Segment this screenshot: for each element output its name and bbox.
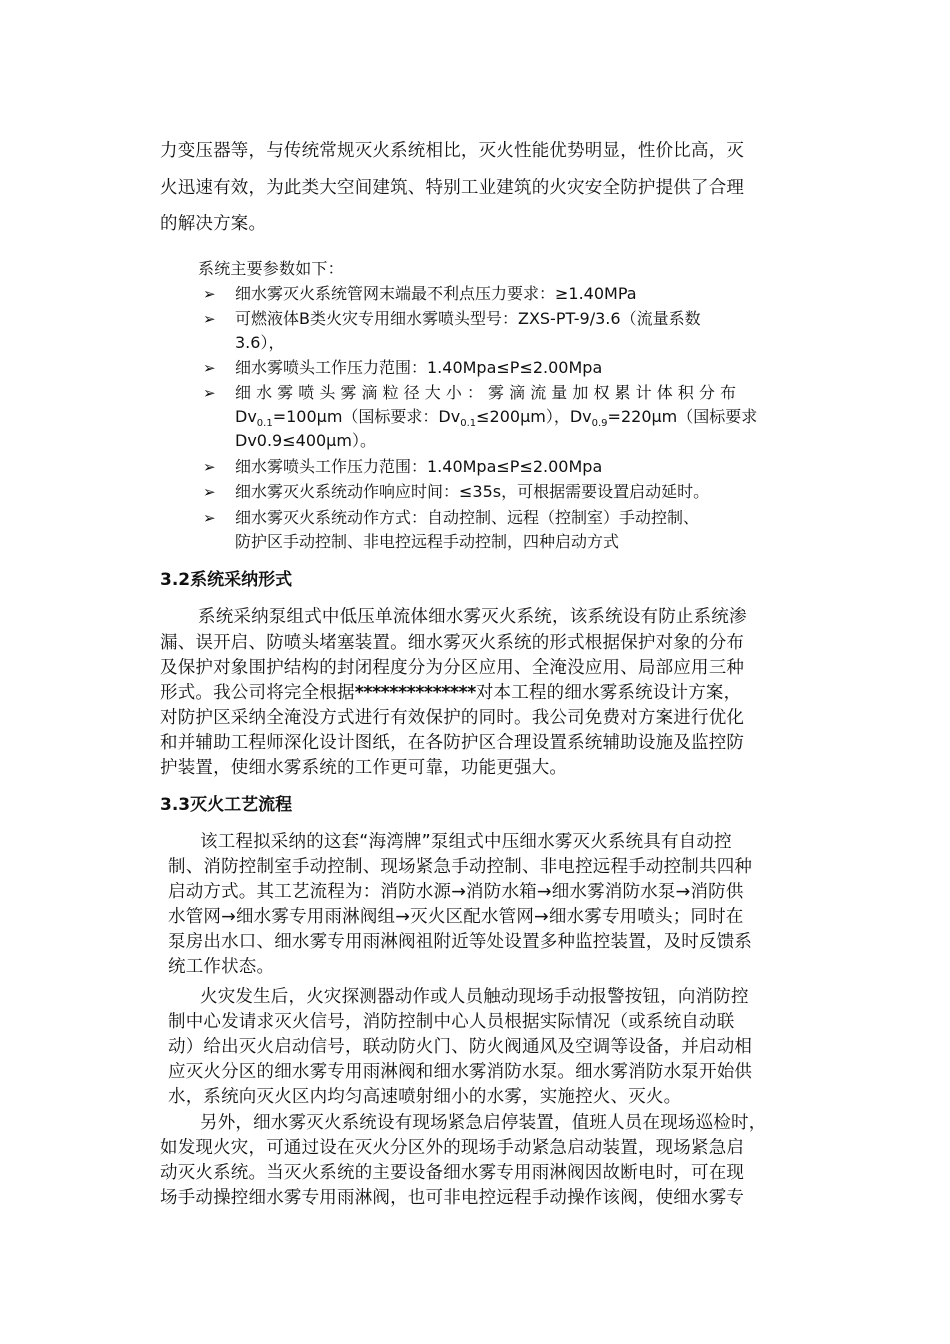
s33-p1-line: 启动方式。其工艺流程为：消防水源→消防水箱→细水雾消防水泵→消防供 [168, 882, 744, 902]
s33-p2-line: 水，系统向灭火区内均匀高速喷射细小的水雾，实施控火、灭火。 [168, 1087, 682, 1107]
param-item-7-cont: 防护区手动控制、非电控远程手动控制，四种启动方式 [235, 532, 620, 551]
s32-line-6: 和并辅助工程师深化设计图纸，在各防护区合理设置系统辅助设施及监控防 [160, 733, 745, 753]
s33-p2-line: 制中心发请求灭火信号，消防控制中心人员根据实际情况（或系统自动联 [168, 1012, 735, 1032]
bullet-icon: ➢ [203, 483, 216, 501]
s32-line-4: 形式。我公司将完全根据**************对本工程的细水雾系统设计方案， [160, 683, 742, 703]
s33-p1-line: 制、消防控制室手动控制、现场紧急手动控制、非电控远程手动控制共四种 [168, 857, 753, 877]
s33-p1-line: 统工作状态。 [168, 957, 275, 977]
bullet-icon: ➢ [203, 310, 216, 328]
bullet-icon: ➢ [203, 458, 216, 476]
bullet-icon: ➢ [203, 509, 216, 527]
param-item-2-cont: 3.6）， [235, 333, 285, 352]
param-item-5: 细水雾喷头工作压力范围：1.40Mpa≤P≤2.00Mpa [235, 457, 603, 476]
section-3-2-title: 3.2系统采纳形式 [160, 570, 293, 590]
s32-line-7: 护装置，使细水雾系统的工作更可靠，功能更强大。 [160, 758, 568, 778]
param-item-4-cont: $Dv_{0.1}=100\mu m$（国标要求：$Dv_{0.1}\le 200\mu m$），$Dv_{0.9}=220\mu m$（国标要求 [235, 407, 758, 430]
s33-p2-line: 应灭火分区的细水雾专用雨淋阀和细水雾消防水泵。细水雾消防水泵开始供 [168, 1062, 753, 1082]
param-item-4-cont2: Dv0.9≤400μm）。 [235, 431, 376, 450]
param-item-3: 细水雾喷头工作压力范围：1.40Mpa≤P≤2.00Mpa [235, 358, 603, 377]
section-3-3-title: 3.3灭火工艺流程 [160, 795, 293, 815]
s32-line-5: 对防护区采纳全淹没方式进行有效保护的同时。我公司免费对方案进行优化 [160, 708, 745, 728]
s33-p2-line: 火灾发生后，火灾探测器动作或人员触动现场手动报警按钮，向消防控 [200, 987, 749, 1007]
s33-p3-line: 场手动操控细水雾专用雨淋阀，也可非电控远程手动操作该阀，使细水雾专 [160, 1188, 745, 1208]
params-heading: 系统主要参数如下： [198, 259, 344, 278]
param-item-7: 细水雾灭火系统动作方式：自动控制、远程（控制室）手动控制、 [235, 508, 700, 527]
s33-p1-line: 泵房出水口、细水雾专用雨淋阀祖附近等处设置多种监控装置，及时反馈系 [168, 932, 753, 952]
bullet-icon: ➢ [203, 285, 216, 303]
intro-line-1: 力变压器等，与传统常规灭火系统相比，灭火性能优势明显，性价比高，灭 [160, 141, 745, 161]
s32-line-3: 及保护对象围护结构的封闭程度分为分区应用、全淹没应用、局部应用三种 [160, 658, 745, 678]
intro-line-2: 火迅速有效，为此类大空间建筑、特别工业建筑的火灾安全防护提供了合理 [160, 178, 745, 198]
s33-p2-line: 动）给出灭火启动信号，联动防火门、防火阀通风及空调等设备，并启动相 [168, 1037, 753, 1057]
s33-p3-line: 动灭火系统。当灭火系统的主要设备细水雾专用雨淋阀因故断电时，可在现 [160, 1163, 745, 1183]
s33-p3-line: 另外，细水雾灭火系统设有现场紧急启停装置，值班人员在现场巡检时， [200, 1113, 767, 1133]
intro-line-3: 的解决方案。 [160, 214, 267, 234]
param-item-2: 可燃液体B类火灾专用细水雾喷头型号：ZXS-PT-9/3.6（流量系数 [235, 309, 701, 328]
s32-line-2: 漏、误开启、防喷头堵塞装置。细水雾灭火系统的形式根据保护对象的分布 [160, 633, 745, 653]
s32-line-1: 系统采纳泵组式中低压单流体细水雾灭火系统，该系统设有防止系统渗 [198, 607, 747, 627]
param-item-4: 细 水 雾 喷 头 雾 滴 粒 径 大 小 ： 雾 滴 流 量 加 权 累 计 体 积 分 布 [235, 383, 736, 402]
param-item-6: 细水雾灭火系统动作响应时间：≤35s，可根据需要设置启动延时。 [235, 482, 710, 501]
bullet-icon: ➢ [203, 359, 216, 377]
param-item-1: 细水雾灭火系统管网末端最不利点压力要求：≥1.40MPa [235, 284, 637, 303]
s33-p3-line: 如发现火灾，可通过设在灭火分区外的现场手动紧急启动装置，现场紧急启 [160, 1138, 745, 1158]
s33-p1-line: 水管网→细水雾专用雨淋阀组→灭火区配水管网→细水雾专用喷头；同时在 [168, 907, 744, 927]
s33-p1-line: 该工程拟采纳的这套“海湾牌”泵组式中压细水雾灭火系统具有自动控 [200, 832, 732, 852]
bullet-icon: ➢ [203, 384, 216, 402]
